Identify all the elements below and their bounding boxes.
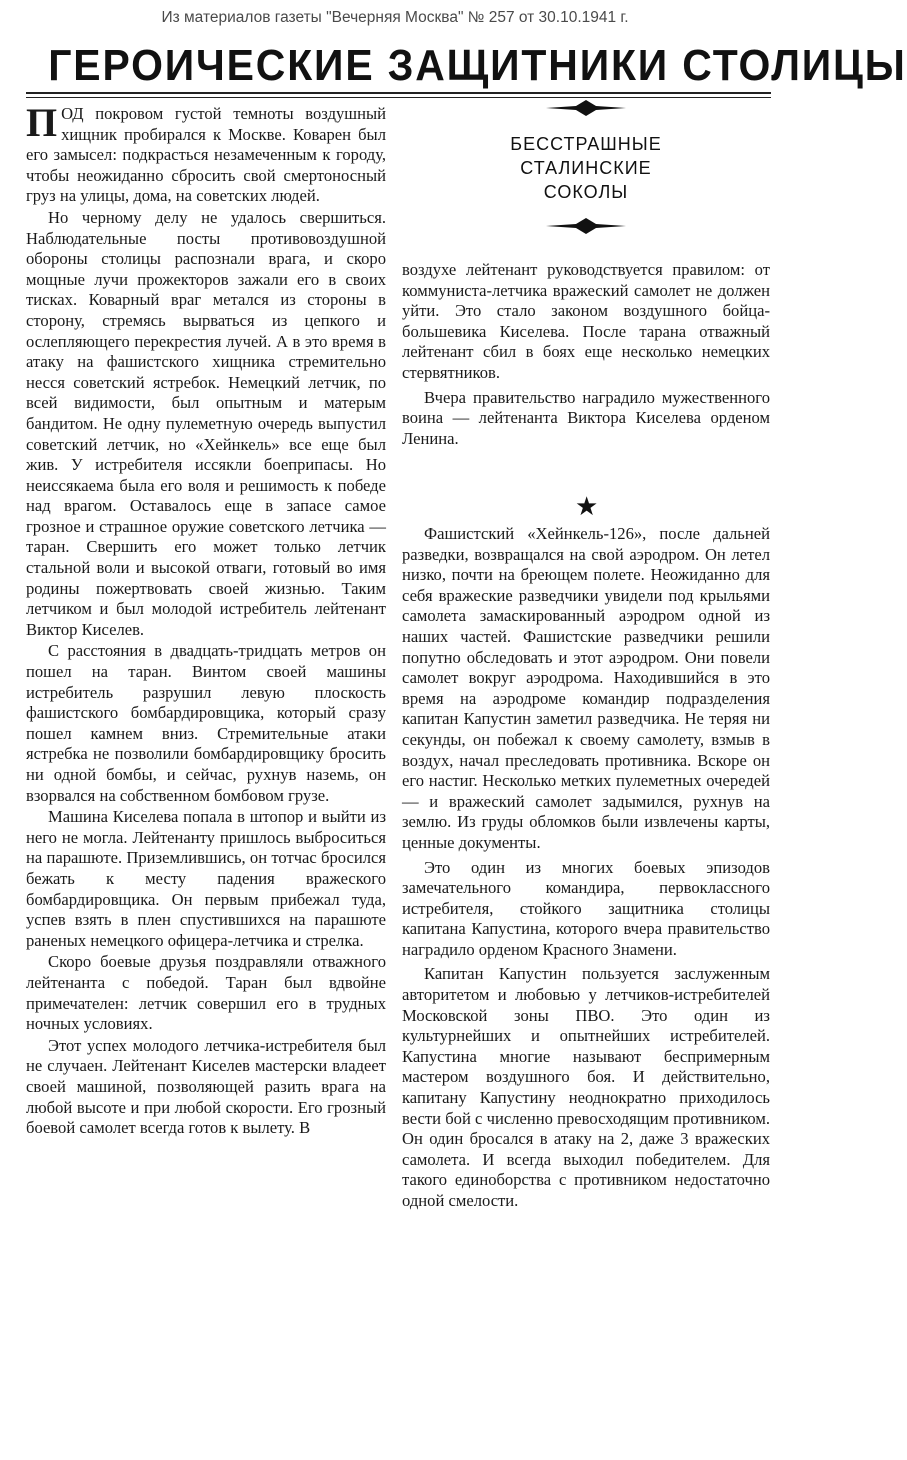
headline-rule (26, 92, 771, 94)
article-paragraph: воздухе лейтенант руководствуется правилом: от коммуниста-летчика вражеский самолет не должен уйти. Это стало законом воздушного бойца-большевика Киселева. После тарана отважный лейтенант сбил в боях еще несколько немецких стервятников. (402, 260, 770, 382)
rubric-block (402, 100, 770, 250)
article-right-continuation (402, 260, 770, 449)
article-paragraph: Но черному делу не удалось свершиться. Наблюдательные посты противовоздушной обороны столицы распознали врага, и скоро мощные лучи прожекторов зажали его в своих тисках. Коварный враг метался из стороны в сторону, стремясь вырваться из цепкого и ослепляющего перекрестия лучей. А в это время в атаку на фашистского хищника стремительно несся советский ястребок. Немецкий летчик, по всей видимости, был опытным и матерым бандитом. Не одну пулеметную очередь выпустил советский летчик, но «Хейнкель» все еще был жив. У истребителя иссякли боеприпасы. Но неиссякаема была его воля и решимость к победе над врагом. Оставалось еще в запасе самое грозное и страшное оружие советского летчика — таран. Свершить его может только летчик стальной воли и высокой отваги, готовый во имя родины пожертвовать своей жизнью. Таким летчиком и был молодой истребитель лейтенант Виктор Киселев. (26, 207, 386, 639)
article-paragraph (26, 100, 386, 207)
article-paragraph-text: ОД покровом густой темноты воздушный хищник пробирался к Москве. Коварен был его замысел: подкрасться незамеченным к городу, чтобы неожиданно сбросить свой смертоносный груз на улицы, дома, на советских людей. (26, 104, 386, 206)
article-paragraph: Машина Киселева попала в штопор и выйти из него не могла. Лейтенанту пришлось выброситься на парашюте. Приземлившись, он тотчас бросился бежать к месту падения вражеского бомбардировщика. Он первым прибежал туда, успев взять в плен спустившихся на парашюте раненых немецкого офицера-летчика и стрелка. (26, 807, 386, 950)
rubric-title (402, 132, 770, 204)
article-paragraph: Вчера правительство наградило мужественного воина — лейтенанта Виктора Киселева орденом Ленина. (402, 387, 770, 448)
rubric-line: СТАЛИНСКИЕ (520, 158, 652, 178)
article-right-second (402, 524, 770, 1212)
article-paragraph: Скоро боевые друзья поздравляли отважного лейтенанта с победой. Таран был вдвойне примечателен: летчик совершил его в трудных ночных условиях. (26, 952, 386, 1034)
diamond-ornament-icon (546, 100, 626, 116)
page-headline: ГЕРОИЧЕСКИЕ ЗАЩИТНИКИ СТОЛИЦЫ (48, 41, 907, 90)
article-paragraph: Это один из многих боевых эпизодов замечательного командира, первоклассного истребителя, стойкого защитника столицы капитана Капустина, которого вчера правительство наградило орденом Красного Знамени. (402, 857, 770, 959)
source-caption: Из материалов газеты "Вечерняя Москва" № 257 от 30.10.1941 г. (161, 9, 629, 26)
article-paragraph: Фашистский «Хейнкель-126», после дальней разведки, возвращался на свой аэродром. Он летел низко, почти на бреющем полете. Неожиданно для себя вражеские разведчики увидели под крыльями самолета замаскированный аэродром одной из наших частей. Фашистские разведчики решили попутно обследовать и этот аэродром. Они повели самолет вокруг аэродрома. Находившийся в это время на аэродроме командир подразделения капитан Капустин заметил разведчика. Не теряя ни секунды, он побежал к своему самолету, взмыв в воздух, начал преследовать противника. Вскоре он его настиг. Несколько метких пулеметных очередей — и вражеский самолет задымился, рухнув на землю. Из груды обломков были извлечены карты, ценные документы. (402, 524, 770, 852)
article-paragraph: С расстояния в двадцать-тридцать метров он пошел на таран. Винтом своей машины истребитель разрушил левую плоскость фашистского бомбардировщика, который сразу пошел камнем вниз. Стремительные атаки ястребка не позволили бомбардировщику бросить ни одной бомбы, и сейчас, рухнув наземь, он взорвался на собственном бомбовом грузе. (26, 641, 386, 805)
article-paragraph: Этот успех молодого летчика-истребителя был не случаен. Лейтенант Киселев мастерски владеет своей машиной, позволяющей разить врага на любой высоте и при любой скорости. Его грозный боевой самолет всегда готов к вылету. В (26, 1035, 386, 1138)
star-separator-icon: ★ (575, 492, 599, 521)
article-paragraph: Капитан Капустин пользуется заслуженным авторитетом и любовью у летчиков-истребителей Московской зоны ПВО. Это один из культурнейших и опытнейших истребителей. Капустина многие называют беспримерным мастером воздушного боя. И действительно, капитану Капустину неоднократно приходилось вести бой с численно превосходящим противником. Он один бросался в атаку на 2, даже 3 вражеских самолета. И всегда выходил победителем. Для такого единоборства с противником недостаточно одной смелости. (402, 964, 770, 1210)
article-left-column (26, 100, 386, 1139)
drop-cap: П (26, 100, 58, 145)
diamond-ornament-icon (546, 218, 626, 234)
rubric-line: СОКОЛЫ (543, 182, 629, 202)
rubric-line: БЕССТРАШНЫЕ (510, 134, 662, 154)
headline-rule-thin (26, 97, 771, 98)
